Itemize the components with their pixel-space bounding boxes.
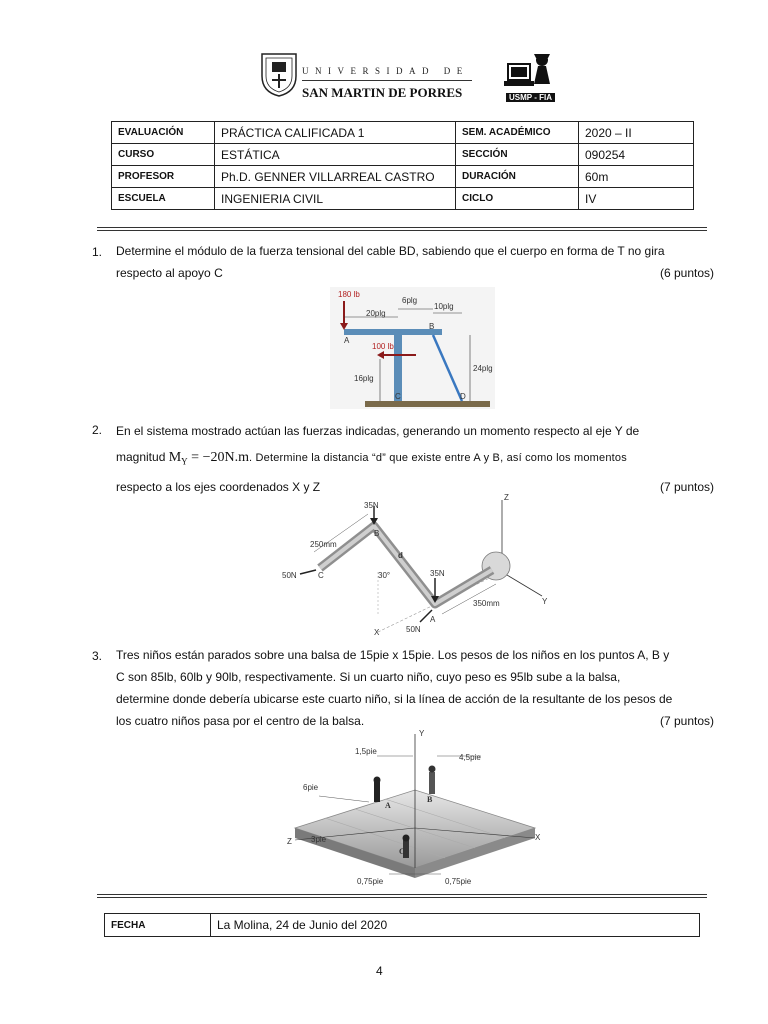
fig-label: D: [460, 392, 466, 401]
exam-info-table: [111, 121, 694, 210]
section-divider: [97, 227, 707, 228]
problem-text-line: respecto al apoyo C: [116, 266, 223, 280]
fig-label: 350mm: [473, 599, 500, 608]
fig-label: A: [385, 801, 391, 810]
faculty-logo: [500, 50, 558, 90]
problem-text-line: determine donde debería ubicarse este cuarto niño, si la línea de acción de la resultante de los pesos de: [116, 692, 673, 706]
fig-label: C: [399, 847, 405, 856]
fig-label: Y: [419, 729, 425, 738]
fig-label: d: [398, 551, 403, 560]
info-value: PRÁCTICA CALIFICADA 1: [215, 122, 456, 144]
fig-label: Z: [287, 837, 292, 846]
fig-label: X: [535, 833, 541, 842]
fig-label: 35N: [364, 501, 379, 510]
problem-text-line: los cuatro niños pasa por el centro de la balsa.: [116, 714, 365, 728]
fig-label: 0,75pie: [445, 877, 472, 886]
faculty-logo-label: USMP - FIA: [506, 93, 555, 102]
fig-label: B: [374, 529, 380, 538]
fig-label: Z: [504, 493, 509, 502]
problem-text-line: C son 85lb, 60lb y 90lb, respectivamente. Si un cuarto niño, cuyo peso es 95lb sube a la balsa,: [116, 670, 621, 684]
info-key: PROFESOR: [112, 166, 215, 188]
fig-label: 180 lb: [338, 290, 360, 299]
date-table: [104, 913, 700, 937]
problem-2-text: [116, 418, 714, 500]
problem-text-line: [116, 262, 714, 284]
fig-label: 250mm: [310, 540, 337, 549]
fig-label: 35N: [430, 569, 445, 578]
fig-label: 20plg: [366, 309, 386, 318]
info-key: SECCIÓN: [456, 144, 579, 166]
problem-text-line: respecto a los ejes coordenados X y Z: [116, 480, 321, 495]
info-value: 60m: [579, 166, 694, 188]
problem-text-line: Determine el módulo de la fuerza tensional del cable BD, sabiendo que el cuerpo en forma de T no gira: [116, 244, 665, 258]
problem-points: (7 puntos): [659, 714, 714, 728]
problem-points: (6 puntos): [659, 266, 714, 280]
info-key: DURACIÓN: [456, 166, 579, 188]
fig-label: C: [395, 392, 401, 401]
problem-1-text: [116, 240, 714, 284]
moment-value: = −20N.m: [187, 450, 249, 465]
fig-label: X: [374, 628, 380, 637]
date-value: La Molina, 24 de Junio del 2020: [211, 914, 700, 937]
university-seal-logo: [258, 50, 300, 98]
moment-symbol: M: [168, 450, 182, 465]
problem-text-fragment: magnitud: [116, 450, 166, 464]
info-value: Ph.D. GENNER VILLARREAL CASTRO: [215, 166, 456, 188]
problem-number: 3.: [92, 649, 103, 663]
fig-label: 50N: [406, 625, 421, 634]
fig-label: 6plg: [402, 296, 418, 305]
fig-label: 6pie: [303, 783, 319, 792]
info-key: ESCUELA: [112, 188, 215, 210]
fig-label: B: [429, 322, 435, 331]
fig-label: B: [427, 795, 433, 804]
fig-label: 0,75pie: [357, 877, 384, 886]
problem-number: 2.: [92, 423, 103, 437]
university-label: UNIVERSIDAD DE: [302, 66, 469, 76]
header-divider: [302, 80, 472, 81]
fig-label: 16plg: [354, 374, 374, 383]
fig-label: 50N: [282, 571, 297, 580]
page-number: 4: [376, 964, 383, 978]
info-value: INGENIERIA CIVIL: [215, 188, 456, 210]
problem-text-line: En el sistema mostrado actúan las fuerzas indicadas, generando un momento respecto al eje Y de: [116, 424, 640, 438]
date-label: FECHA: [105, 914, 211, 937]
figure-t-structure: [330, 287, 495, 409]
problem-points: (7 puntos): [659, 480, 714, 495]
problem-3-text: [116, 644, 714, 732]
fig-label: A: [430, 615, 436, 624]
university-name: SAN MARTIN DE PORRES: [302, 85, 463, 100]
figure-raft: [285, 728, 545, 888]
problem-text-line: [116, 444, 714, 474]
section-divider: [97, 230, 707, 231]
section-divider: [97, 894, 707, 895]
moment-subscript: Y: [181, 456, 188, 467]
info-value: ESTÁTICA: [215, 144, 456, 166]
fig-label: 30°: [378, 571, 391, 580]
fig-label: A: [344, 336, 350, 345]
fig-label: 4,5pie: [459, 753, 481, 762]
info-key: EVALUACIÓN: [112, 122, 215, 144]
problem-number: 1.: [92, 245, 103, 259]
fig-label: C: [318, 571, 324, 580]
table-row: [112, 188, 694, 210]
fig-label: 24plg: [473, 364, 493, 373]
problem-text-fragment: . Determine la distancia “d” que existe entre A y B, así como los momentos: [248, 452, 627, 464]
info-value: 2020 – II: [579, 122, 694, 144]
table-row: [112, 144, 694, 166]
problem-text-line: Tres niños están parados sobre una balsa de 15pie x 15pie. Los pesos de los niños en los puntos A, B y: [116, 648, 670, 662]
info-key: CICLO: [456, 188, 579, 210]
fig-label: 100 lb: [372, 342, 394, 351]
info-value: 090254: [579, 144, 694, 166]
table-row: [112, 166, 694, 188]
fig-label: 1,5pie: [355, 747, 377, 756]
info-key: SEM. ACADÉMICO: [456, 122, 579, 144]
figure-3d-pipe: [270, 492, 555, 637]
table-row: [105, 914, 700, 937]
fig-label: 10plg: [434, 302, 454, 311]
section-divider: [97, 897, 707, 898]
table-row: [112, 122, 694, 144]
fig-label: Y: [542, 597, 548, 606]
fig-label: 3pie: [311, 835, 327, 844]
info-key: CURSO: [112, 144, 215, 166]
info-value: IV: [579, 188, 694, 210]
